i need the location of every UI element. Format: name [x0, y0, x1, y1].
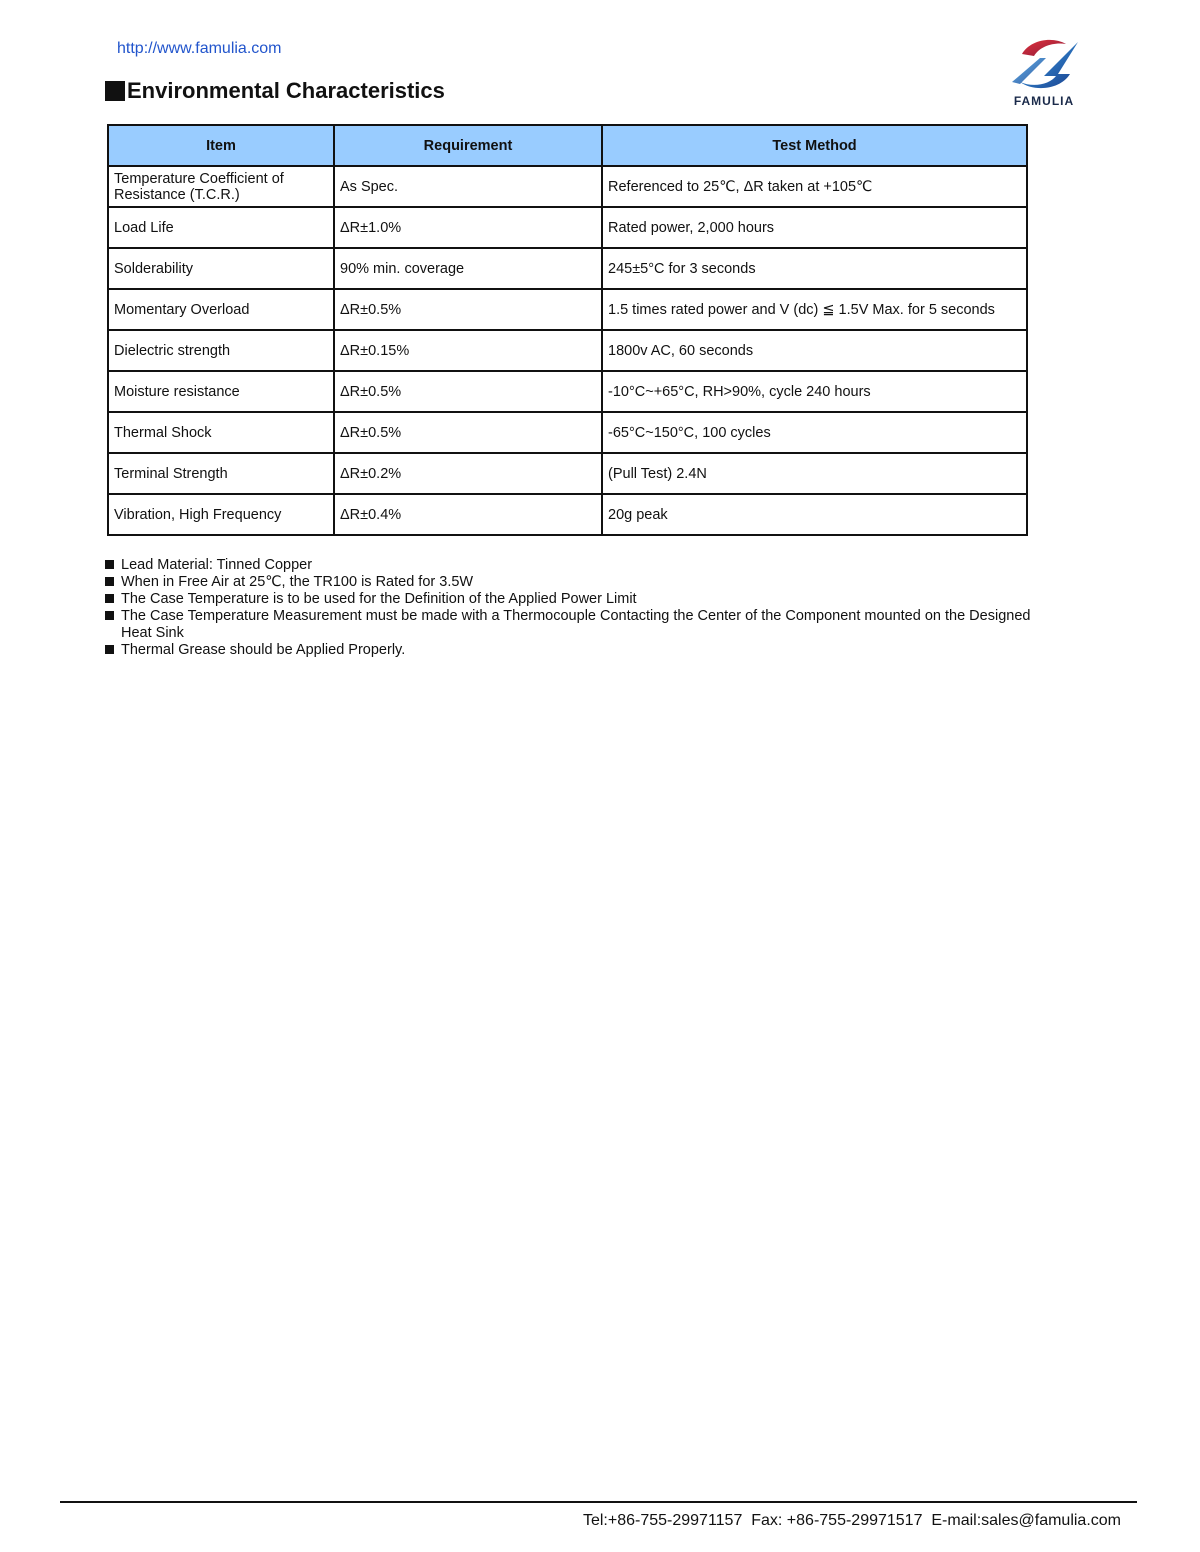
list-item: [104, 574, 1064, 591]
cell-item: Moisture resistance: [108, 371, 334, 412]
footer-fax: Fax: +86-755-29971517: [751, 1512, 923, 1529]
title-square-icon: [105, 81, 125, 101]
list-item: [104, 642, 1064, 659]
notes-list: [104, 557, 1064, 659]
cell-requirement: 90% min. coverage: [334, 248, 602, 289]
cell-item: Dielectric strength: [108, 330, 334, 371]
cell-item: Thermal Shock: [108, 412, 334, 453]
cell-test-method: -65°C~150°C, 100 cycles: [602, 412, 1027, 453]
square-bullet-icon: [105, 645, 114, 654]
page-title: [105, 78, 445, 104]
cell-requirement: ΔR±0.5%: [334, 371, 602, 412]
table-row: [108, 371, 1027, 412]
table-row: [108, 248, 1027, 289]
note-text: Thermal Grease should be Applied Properly.: [121, 642, 406, 658]
cell-item: Temperature Coefficient of Resistance (T.C.R.): [108, 166, 334, 207]
note-text: The Case Temperature is to be used for the Definition of the Applied Power Limit: [121, 591, 637, 607]
logo-mark-icon: [1004, 36, 1084, 94]
cell-test-method: 20g peak: [602, 494, 1027, 535]
cell-item: Vibration, High Frequency: [108, 494, 334, 535]
cell-requirement: ΔR±0.5%: [334, 289, 602, 330]
cell-test-method: Referenced to 25℃, ΔR taken at +105℃: [602, 166, 1027, 207]
cell-requirement: As Spec.: [334, 166, 602, 207]
square-bullet-icon: [105, 560, 114, 569]
footer-tel: Tel:+86-755-29971157: [582, 1512, 743, 1529]
note-text: The Case Temperature Measurement must be made with a Thermocouple Contacting the Center of the Component mounted on the Designed Heat Sink: [121, 608, 1031, 641]
table-row: [108, 412, 1027, 453]
cell-item: Load Life: [108, 207, 334, 248]
page-title-text: Environmental Characteristics: [127, 78, 445, 103]
footer-contact: [583, 1512, 1121, 1530]
cell-requirement: ΔR±1.0%: [334, 207, 602, 248]
table-row: [108, 166, 1027, 207]
cell-test-method: Rated power, 2,000 hours: [602, 207, 1027, 248]
footer-divider: [60, 1501, 1137, 1503]
cell-test-method: 1800v AC, 60 seconds: [602, 330, 1027, 371]
cell-test-method: 1.5 times rated power and V (dc) ≦ 1.5V Max. for 5 seconds: [602, 289, 1027, 330]
square-bullet-icon: [105, 577, 114, 586]
cell-requirement: ΔR±0.5%: [334, 412, 602, 453]
header-test-method: Test Method: [602, 125, 1027, 166]
note-text: Lead Material: Tinned Copper: [121, 557, 313, 573]
table-row: [108, 207, 1027, 248]
table-row: [108, 453, 1027, 494]
famulia-logo: [1004, 36, 1084, 112]
table-row: [108, 330, 1027, 371]
footer-email[interactable]: E-mail:sales@famulia.com: [931, 1512, 1121, 1529]
table-row: [108, 494, 1027, 535]
header-requirement: Requirement: [334, 125, 602, 166]
table-row: [108, 289, 1027, 330]
list-item: [104, 608, 1064, 642]
cell-requirement: ΔR±0.2%: [334, 453, 602, 494]
header-item: Item: [108, 125, 334, 166]
environmental-characteristics-table: [107, 124, 1028, 536]
list-item: [104, 591, 1064, 608]
cell-requirement: ΔR±0.15%: [334, 330, 602, 371]
cell-test-method: -10°C~+65°C, RH>90%, cycle 240 hours: [602, 371, 1027, 412]
square-bullet-icon: [105, 594, 114, 603]
cell-test-method: 245±5°C for 3 seconds: [602, 248, 1027, 289]
cell-item: Solderability: [108, 248, 334, 289]
square-bullet-icon: [105, 611, 114, 620]
cell-requirement: ΔR±0.4%: [334, 494, 602, 535]
website-link[interactable]: http://www.famulia.com: [117, 40, 282, 57]
cell-item: Momentary Overload: [108, 289, 334, 330]
list-item: [104, 557, 1064, 574]
note-text: When in Free Air at 25℃, the TR100 is Rated for 3.5W: [121, 574, 474, 590]
cell-item: Terminal Strength: [108, 453, 334, 494]
cell-test-method: (Pull Test) 2.4N: [602, 453, 1027, 494]
logo-text: FAMULIA: [1013, 94, 1075, 108]
table-header-row: [108, 125, 1027, 166]
